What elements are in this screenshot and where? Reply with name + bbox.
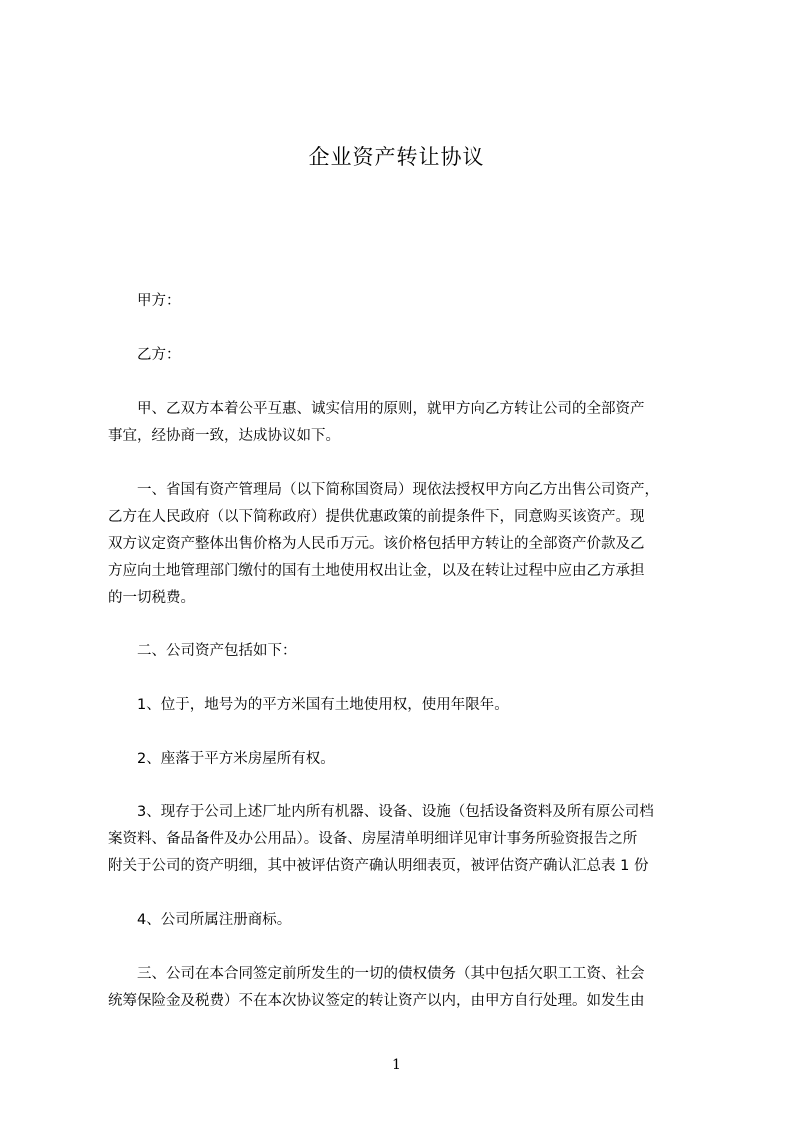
asset-item-2: 2、座落于平方米房屋所有权。	[137, 751, 335, 767]
clause-2-heading: 二、公司资产包括如下：	[137, 643, 297, 659]
party-a-label: 甲方：	[137, 293, 181, 309]
paragraph-line: 3、现存于公司上述厂址内所有机器、设备、设施（包括设备资料及所有原公司档	[137, 804, 654, 820]
paragraph-line: 乙方在人民政府（以下简称政府）提供优惠政策的前提条件下，同意购买该资产。现	[108, 509, 645, 525]
paragraph-line: 事宜，经协商一致，达成协议如下。	[108, 428, 340, 444]
document-title: 企业资产转让协议	[308, 145, 485, 169]
paragraph-line: 统筹保险金及税费）不在本次协议签定的转让资产以内，由甲方自行处理。如发生由	[108, 993, 645, 1009]
asset-item-4: 4、公司所属注册商标。	[137, 912, 292, 928]
paragraph-line: 附关于公司的资产明细，其中被评估资产确认明细表页，被评估资产确认汇总表 1 份	[108, 858, 649, 874]
asset-item-1: 1、位于，地号为的平方米国有土地使用权，使用年限年。	[137, 697, 509, 713]
paragraph-line: 三、公司在本合同签定前所发生的一切的债权债务（其中包括欠职工工资、社会	[137, 966, 645, 982]
paragraph-line: 方应向土地管理部门缴付的国有土地使用权出让金，以及在转让过程中应由乙方承担	[108, 563, 645, 579]
paragraph-line: 甲、乙双方本着公平互惠、诚实信用的原则，就甲方向乙方转让公司的全部资产	[137, 401, 645, 417]
paragraph-line: 的一切税费。	[108, 590, 195, 606]
paragraph-line: 案资料、备品备件及办公用品）。设备、房屋清单明细详见审计事务所验资报告之所	[108, 831, 638, 847]
page-number: 1	[392, 1057, 401, 1073]
party-b-label: 乙方：	[137, 347, 181, 363]
paragraph-line: 一、省国有资产管理局（以下简称国资局）现依法授权甲方向乙方出售公司资产，	[137, 482, 659, 498]
paragraph-line: 双方议定资产整体出售价格为人民币万元。该价格包括甲方转让的全部资产价款及乙	[108, 536, 645, 552]
